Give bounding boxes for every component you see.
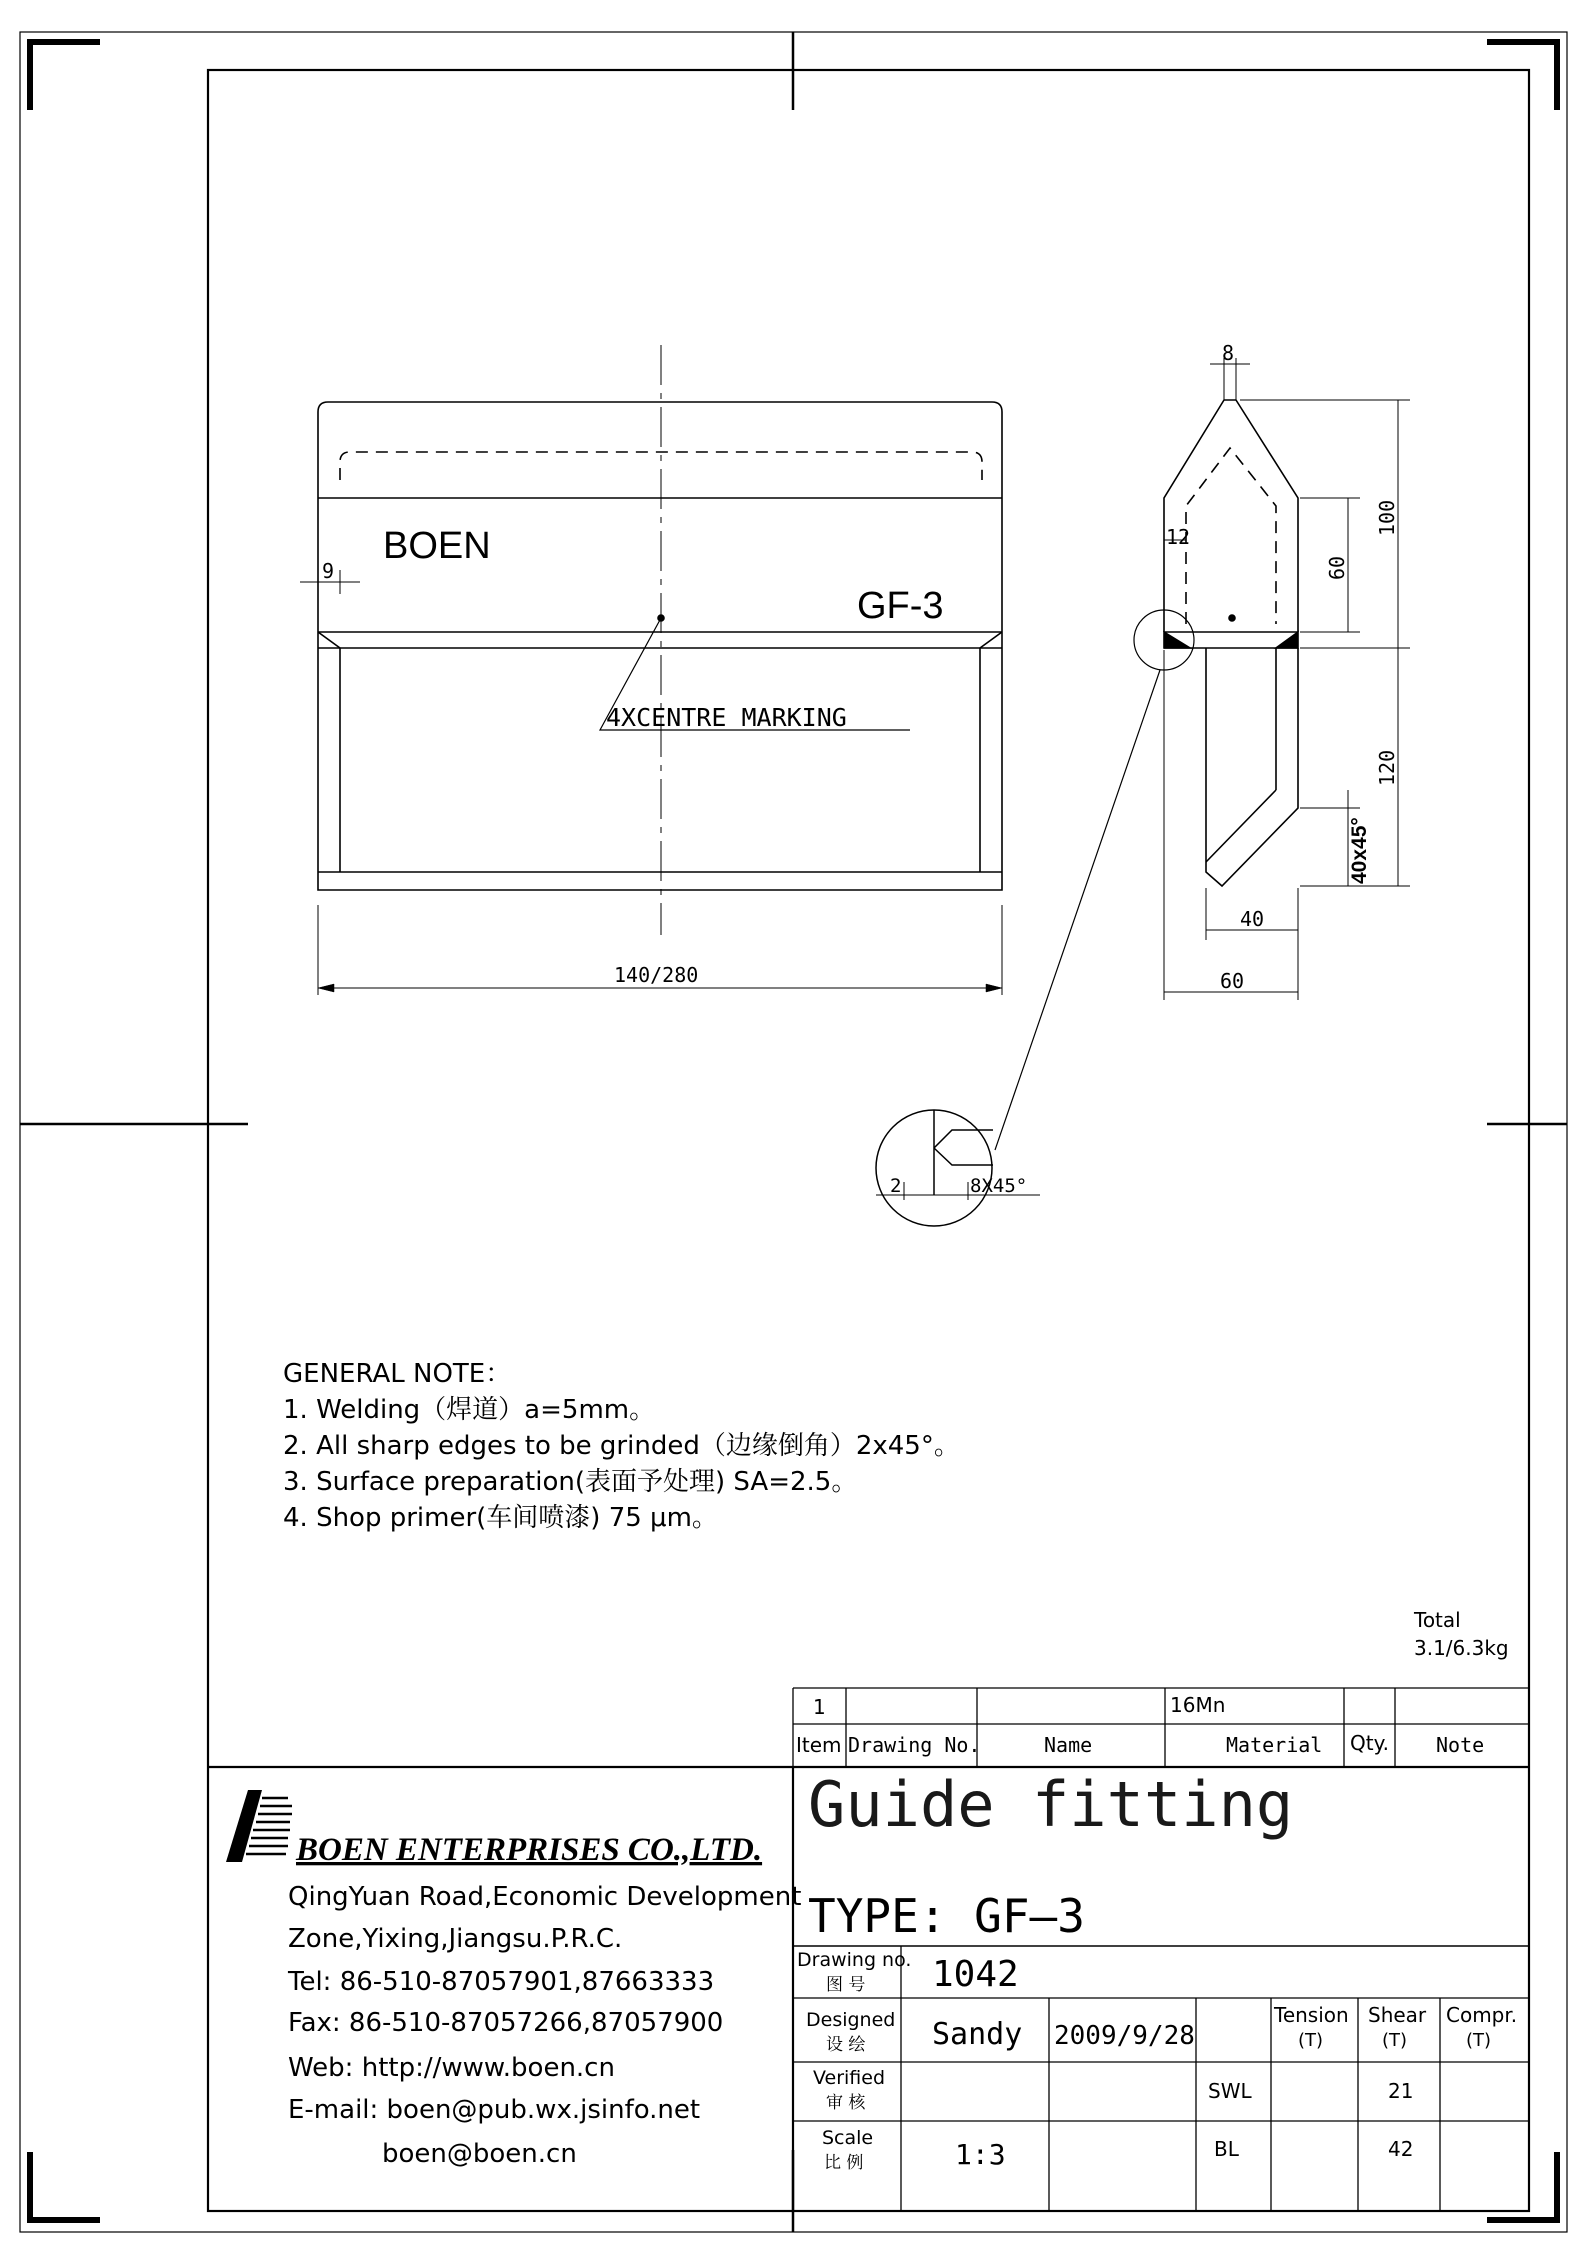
front-dim-offset: 9 <box>322 559 335 583</box>
bl-shear-value: 42 <box>1388 2137 1414 2161</box>
side-dim-60h: 60 <box>1220 969 1245 993</box>
company-address-1: QingYuan Road,Economic Development <box>288 1882 802 1912</box>
drawing-no-label: Drawing no. <box>797 1949 912 1971</box>
swl-label: SWL <box>1208 2079 1252 2103</box>
front-view <box>300 345 1002 995</box>
company-tel: Tel: 86-510-87057901,87663333 <box>288 1967 715 1997</box>
drawing-no-label-cn: 图 号 <box>826 1975 866 1995</box>
verified-label: Verified <box>813 2067 886 2089</box>
side-dim-40: 40 <box>1240 907 1265 931</box>
notes-heading: GENERAL NOTE： <box>283 1359 512 1389</box>
drawing-no-value: 1042 <box>932 1954 1019 1995</box>
side-dim-chamfer: 40x45° <box>1348 817 1371 884</box>
designed-label: Designed <box>806 2009 896 2031</box>
tension-label: Tension <box>1274 2003 1349 2027</box>
side-view <box>995 358 1410 1150</box>
total-value: 3.1/6.3kg <box>1414 1636 1509 1660</box>
detail-dim-2: 2 <box>890 1175 902 1197</box>
tension-unit: (T) <box>1298 2030 1324 2051</box>
detail-dim-chamfer: 8X45° <box>970 1175 1028 1197</box>
designed-label-cn: 设 绘 <box>826 2035 866 2055</box>
company-web: Web: http://www.boen.cn <box>288 2053 615 2083</box>
designer-name: Sandy <box>932 2017 1023 2052</box>
scale-value: 1:3 <box>955 2138 1006 2171</box>
company-fax: Fax: 86-510-87057266,87057900 <box>288 2008 724 2038</box>
company-name: BOEN ENTERPRISES CO.,LTD. <box>296 1832 763 1868</box>
parts-row-material: 16Mn <box>1170 1693 1226 1717</box>
bl-label: BL <box>1214 2137 1239 2161</box>
front-brand-label: BOEN <box>383 525 491 567</box>
compr-unit: (T) <box>1466 2030 1492 2051</box>
company-email-2: boen@boen.cn <box>382 2139 577 2169</box>
note-item: 2. All sharp edges to be grinded（边缘倒角）2x45°。 <box>283 1431 960 1461</box>
parts-header-qty: Qty. <box>1350 1731 1389 1755</box>
company-email: E-mail: boen@pub.wx.jsinfo.net <box>288 2095 701 2125</box>
drawing-type: TYPE: GF—3 <box>808 1889 1085 1943</box>
swl-shear-value: 21 <box>1388 2079 1414 2103</box>
company-address-2: Zone,Yixing,Jiangsu.P.R.C. <box>288 1924 623 1954</box>
scale-label: Scale <box>822 2127 874 2149</box>
side-dim-12: 12 <box>1166 525 1191 549</box>
front-dim-width: 140/280 <box>614 963 699 987</box>
parts-header-name: Name <box>1044 1733 1093 1757</box>
side-dim-100: 100 <box>1375 499 1399 536</box>
total-label: Total <box>1414 1608 1461 1632</box>
side-dim-top: 8 <box>1222 341 1235 365</box>
parts-header-drawing-no: Drawing No. <box>848 1733 981 1757</box>
shear-label: Shear <box>1368 2003 1427 2027</box>
shear-unit: (T) <box>1382 2030 1408 2051</box>
compr-label: Compr. <box>1446 2003 1518 2027</box>
note-item: 3. Surface preparation(表面予处理) SA=2.5。 <box>283 1467 858 1497</box>
parts-row-item: 1 <box>813 1695 826 1719</box>
centre-marking-label: 4XCENTRE MARKING <box>606 703 847 732</box>
general-notes <box>283 1359 960 1533</box>
note-item: 1. Welding（焊道）a=5mm。 <box>283 1395 656 1425</box>
company-logo-icon <box>226 1790 292 1862</box>
note-item: 4. Shop primer(车间喷漆) 75 μm。 <box>283 1503 718 1533</box>
side-dim-120: 120 <box>1375 749 1399 786</box>
parts-header-note: Note <box>1436 1733 1485 1757</box>
parts-header-item: Item <box>796 1733 842 1757</box>
verified-label-cn: 审 核 <box>826 2093 866 2113</box>
parts-header-material: Material <box>1226 1733 1323 1757</box>
scale-label-cn: 比 例 <box>824 2153 864 2173</box>
design-date: 2009/9/28 <box>1054 2021 1195 2051</box>
drawing-title: Guide fitting <box>808 1768 1294 1841</box>
detail-view <box>876 1110 1040 1226</box>
front-type-label: GF-3 <box>857 585 944 627</box>
side-dim-60v: 60 <box>1325 555 1349 580</box>
